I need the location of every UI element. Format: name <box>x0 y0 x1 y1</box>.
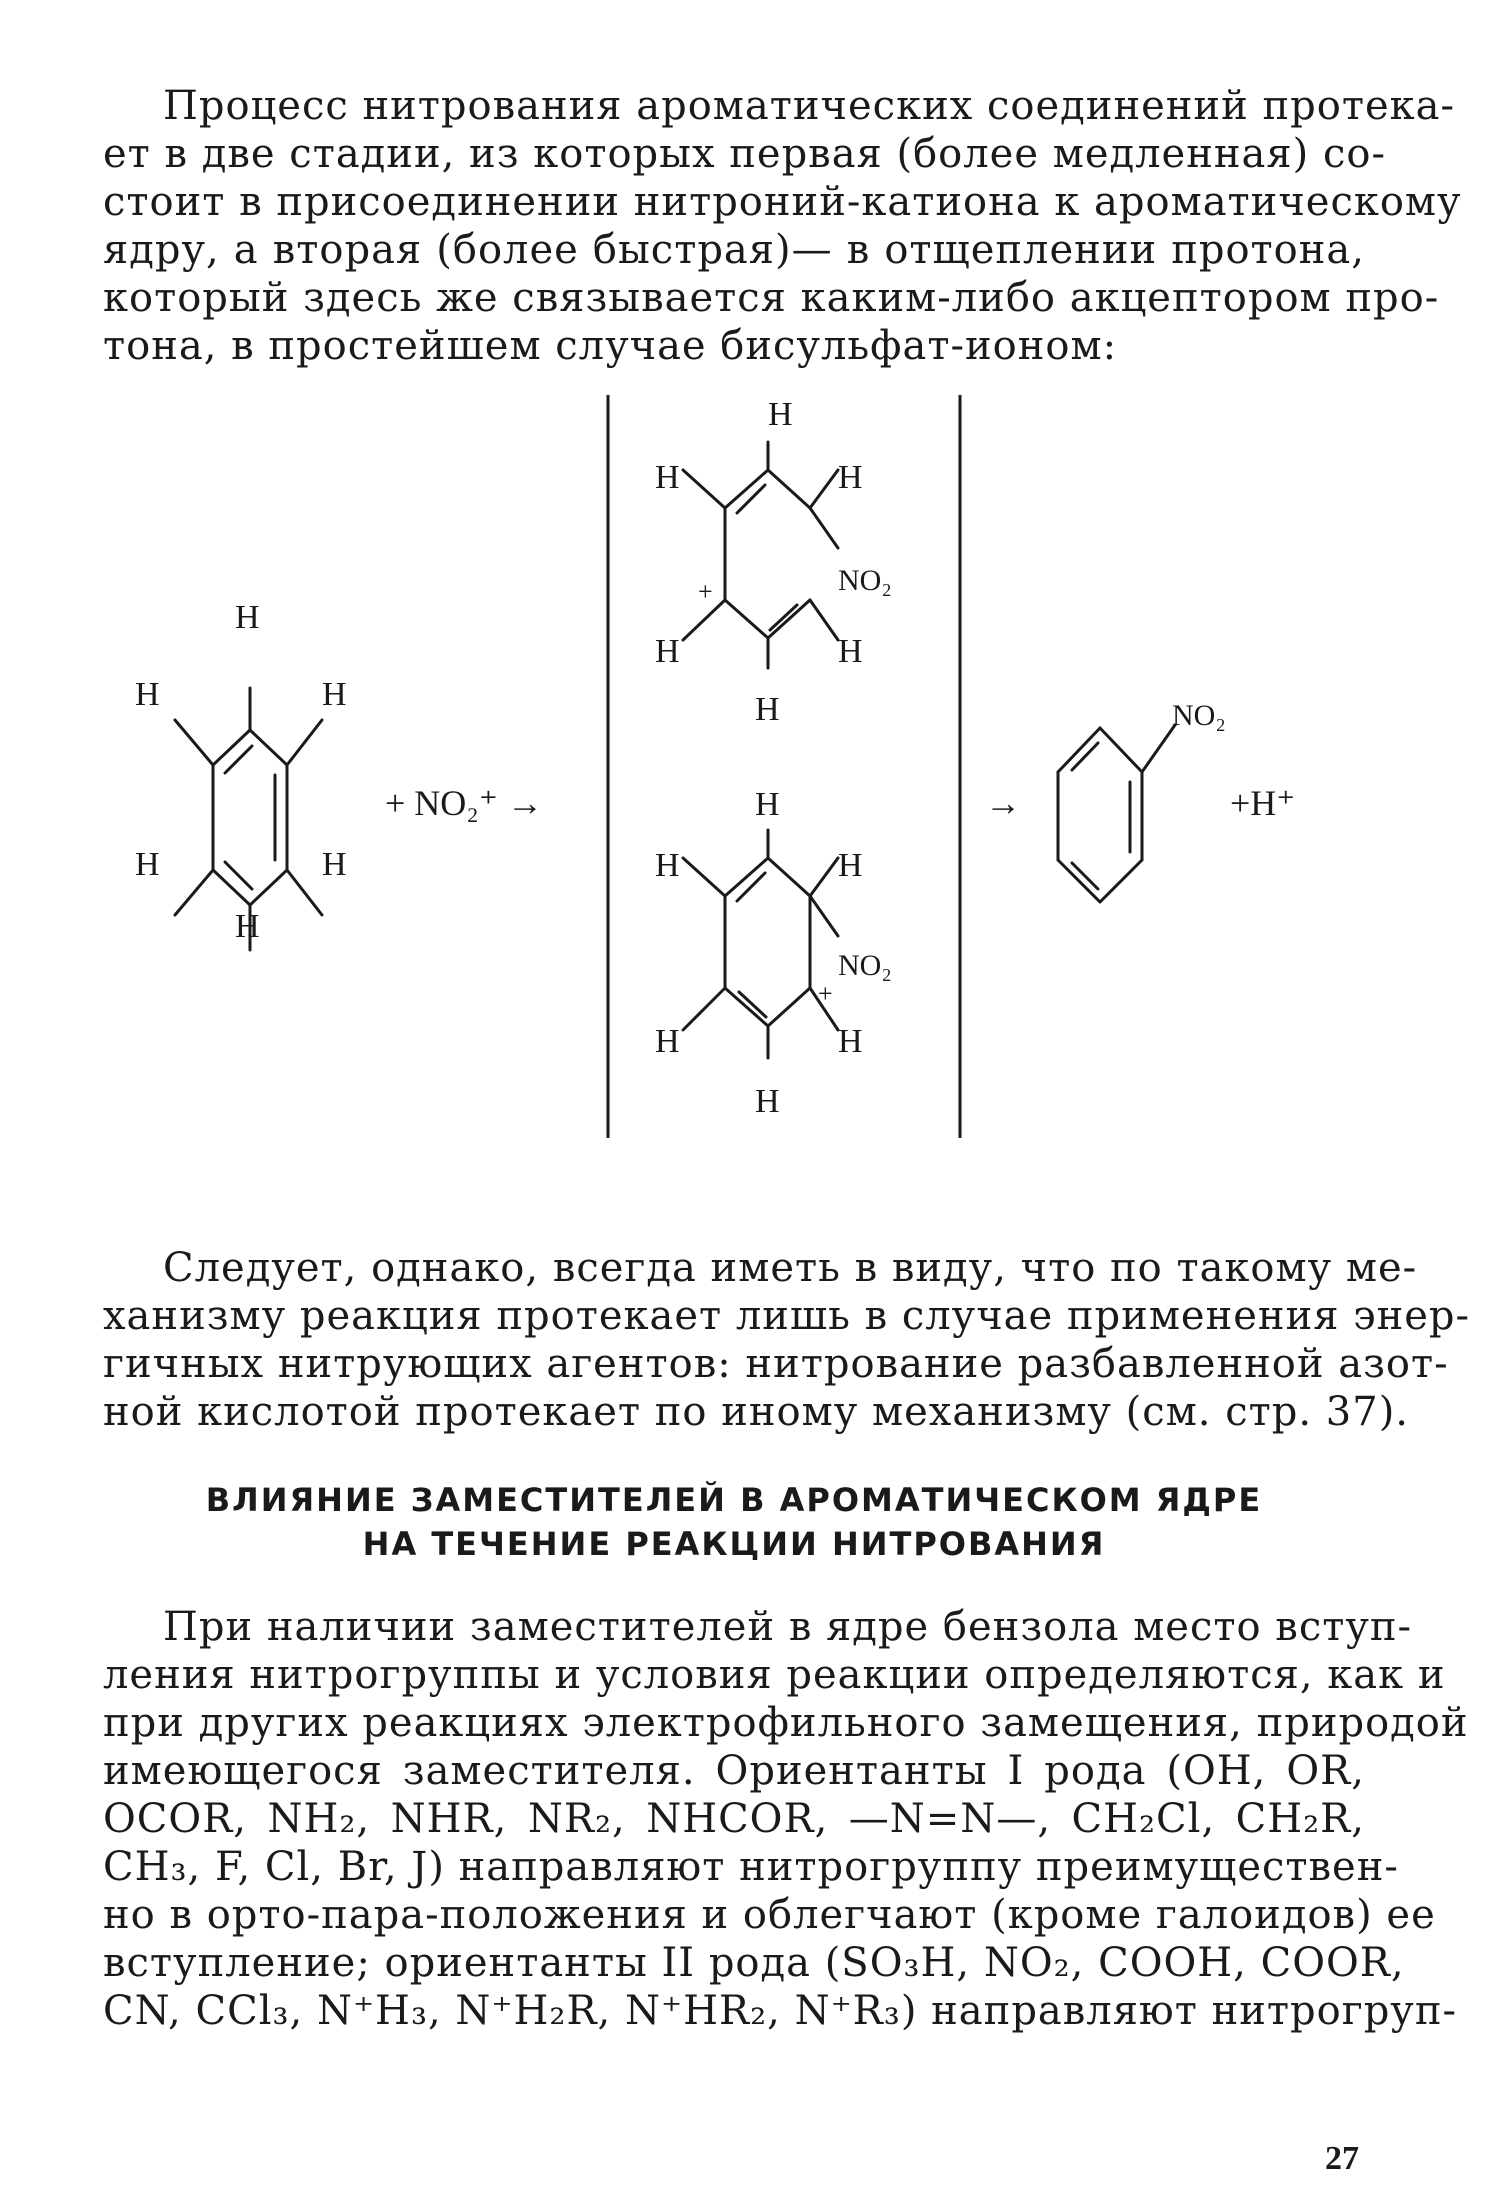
substituents-paragraph <box>103 1603 1469 2035</box>
atom-label-h: H <box>135 846 160 883</box>
charge-plus: + <box>818 979 833 1008</box>
atom-label-h: H <box>838 459 863 496</box>
atom-label-h: H <box>838 633 863 670</box>
text-line: Следует, однако, всегда иметь в виду, что по такому ме- <box>163 1245 1418 1291</box>
atom-label-h: H <box>235 599 260 636</box>
atom-label-h: H <box>768 396 793 433</box>
benzene-structure <box>135 599 347 950</box>
atom-label-h: H <box>135 676 160 713</box>
nitro-group-label: NO₂ <box>838 949 892 982</box>
text-line: при других реакциях электрофильного замещения, природой <box>103 1700 1469 1746</box>
text-line: имеющегося заместителя. Ориентанты I рода (OH, OR, <box>103 1748 1365 1794</box>
text-line: Процесс нитрования ароматических соединений протека- <box>163 83 1455 129</box>
atom-label-h: H <box>755 786 780 823</box>
text-line: CH₃, F, Cl, Br, J) направляют нитрогруппу преимуществен- <box>103 1844 1399 1890</box>
atom-label-h: H <box>235 908 260 945</box>
atom-label-h: H <box>655 1023 680 1060</box>
text-line: вступление; ориентанты II рода (SO₃H, NO₂, COOH, COOR, <box>103 1940 1405 1986</box>
atom-label-h: H <box>655 633 680 670</box>
atom-label-h: H <box>655 847 680 884</box>
atom-label-h: H <box>755 691 780 728</box>
section-heading <box>103 1478 1365 1566</box>
atom-label-h: H <box>838 1023 863 1060</box>
heading-line: НА ТЕЧЕНИЕ РЕАКЦИИ НИТРОВАНИЯ <box>362 1525 1106 1563</box>
atom-label-h: H <box>322 846 347 883</box>
text-line: тона, в простейшем случае бисульфат-ионом: <box>103 323 1118 369</box>
reagent-nitronium: + NO₂⁺ → <box>385 783 543 823</box>
atom-label-h: H <box>838 847 863 884</box>
text-line: ной кислотой протекает по иному механизму (см. стр. 37). <box>103 1389 1410 1435</box>
atom-label-h: H <box>322 676 347 713</box>
text-line: который здесь же связывается каким-либо акцептором про- <box>103 275 1440 321</box>
nitrobenzene-structure <box>1058 699 1226 902</box>
text-line: стоит в присоединении нитроний-катиона к ароматическому <box>103 179 1462 225</box>
sigma-complex-2 <box>655 786 892 1120</box>
nitro-group-label: NO₂ <box>838 564 892 597</box>
text-line: ления нитрогруппы и условия реакции определяются, как и <box>103 1652 1446 1698</box>
text-line: гичных нитрующих агентов: нитрование разбавленной азот- <box>103 1341 1449 1387</box>
text-line: ядру, а вторая (более быстрая)— в отщеплении протона, <box>103 227 1365 273</box>
reaction-arrow: → <box>985 783 1021 823</box>
text-line: При наличии заместителей в ядре бензола место вступ- <box>163 1604 1413 1650</box>
intro-paragraph <box>103 82 1462 370</box>
nitration-scheme <box>100 390 1390 1160</box>
page-number: 27 <box>1325 2140 1359 2177</box>
text-line: CN, CCl₃, N⁺H₃, N⁺H₂R, N⁺HR₂, N⁺R₃) направляют нитрогруп- <box>103 1988 1458 2034</box>
note-paragraph <box>103 1244 1471 1436</box>
proton-byproduct: +H⁺ <box>1230 783 1296 823</box>
nitro-group-label: NO₂ <box>1172 699 1226 732</box>
text-line: OCOR, NH₂, NHR, NR₂, NHCOR, —N=N—, CH₂Cl, CH₂R, <box>103 1796 1365 1842</box>
text-line: ет в две стадии, из которых первая (более медленная) со- <box>103 131 1386 177</box>
text-line: ханизму реакция протекает лишь в случае применения энер- <box>103 1293 1471 1339</box>
charge-plus: + <box>698 577 713 606</box>
text-line: но в орто-пара-положения и облегчают (кроме галоидов) ее <box>103 1892 1436 1938</box>
atom-label-h: H <box>755 1083 780 1120</box>
atom-label-h: H <box>655 459 680 496</box>
sigma-complex-1 <box>655 396 892 728</box>
heading-line: ВЛИЯНИЕ ЗАМЕСТИТЕЛЕЙ В АРОМАТИЧЕСКОМ ЯДРЕ <box>205 1481 1263 1519</box>
